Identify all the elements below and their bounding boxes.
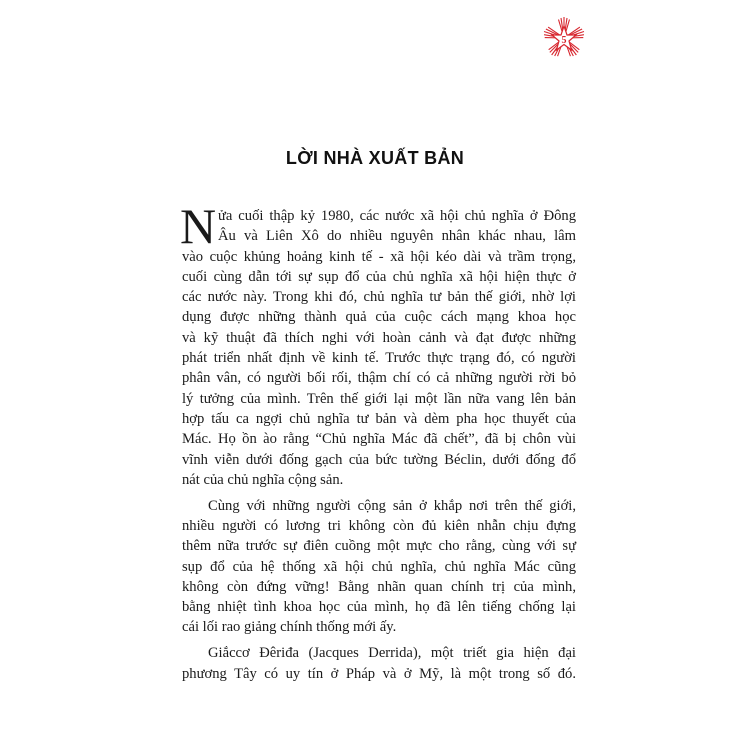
text-line: sụp đổ của hệ thống xã hội chủ nghĩa, chủ nghĩa Mác cũng <box>182 558 576 575</box>
text-line: ửa cuối thập kỷ 1980, các nước xã hội chủ nghĩa ở Đông <box>218 208 576 224</box>
text-line: phân vân, có người bối rối, thậm chí có cả những người rời bỏ <box>182 370 576 387</box>
publisher-logo-icon <box>541 15 587 61</box>
text-line: nhiều người có lương tri không còn đủ kiên nhẫn chịu đựng <box>182 517 576 534</box>
text-line: dụng được những thành quả của cuộc cách mạng khoa học <box>182 309 576 326</box>
page-title: LỜI NHÀ XUẤT BẢN <box>285 148 465 168</box>
drop-cap: N <box>180 198 217 254</box>
text-line: thêm nữa trước sự điên cuồng một mực cho rằng, cùng với sự <box>182 538 576 555</box>
text-line: nát của chủ nghĩa cộng sản. <box>182 471 344 488</box>
text-line: và kỹ thuật đã thích nghi với hoàn cảnh và đạt được những <box>182 329 576 346</box>
text-line: không còn đứng vững! Bằng nhãn quan chính trị của mình, <box>182 578 576 595</box>
text-line: Mác. Họ ồn ào rằng “Chủ nghĩa Mác đã chết”, đã bị chôn vùi <box>182 431 576 448</box>
text-line: lý tưởng của mình. Trên thế giới lại một lần nữa vang lên bản <box>182 390 576 407</box>
text-line: các nước này. Trong khi đó, chủ nghĩa tư bản thế giới, nhờ lợi <box>182 289 576 306</box>
body-text <box>180 198 576 684</box>
text-line: phát triển nhất định về kinh tế. Trước thực trạng đó, có người <box>182 350 576 367</box>
text-line: Giắccơ Đêriđa (Jacques Derrida), một triết gia hiện đại <box>208 645 576 662</box>
text-line: phương Tây có uy tín ở Pháp và ở Mỹ, là một trong số đó. <box>182 665 576 682</box>
text-line: Âu và Liên Xô do nhiều nguyên nhân khác nhau, lâm <box>218 228 576 245</box>
text-line: Cùng với những người cộng sản ở khắp nơi trên thế giới, <box>208 497 576 514</box>
text-line: vào cuộc khủng hoảng kinh tế - xã hội kéo dài và trầm trọng, <box>182 248 576 265</box>
text-line: cái lối rao giảng chính thống mới ấy. <box>182 619 397 636</box>
text-line: hợp tấu ca ngợi chủ nghĩa tư bản và dèm pha học thuyết của <box>182 410 576 427</box>
text-line: cuối cùng dẫn tới sự sụp đổ của chủ nghĩa xã hội hiện thực ở <box>182 268 576 285</box>
svg-text:5: 5 <box>561 35 567 46</box>
text-line: bằng nhiệt tình khoa học của mình, họ đã lên tiếng chống lại <box>182 599 576 616</box>
text-line: vĩnh viễn dưới đống gạch của bức tường Béclin, dưới đống đổ <box>182 451 576 468</box>
